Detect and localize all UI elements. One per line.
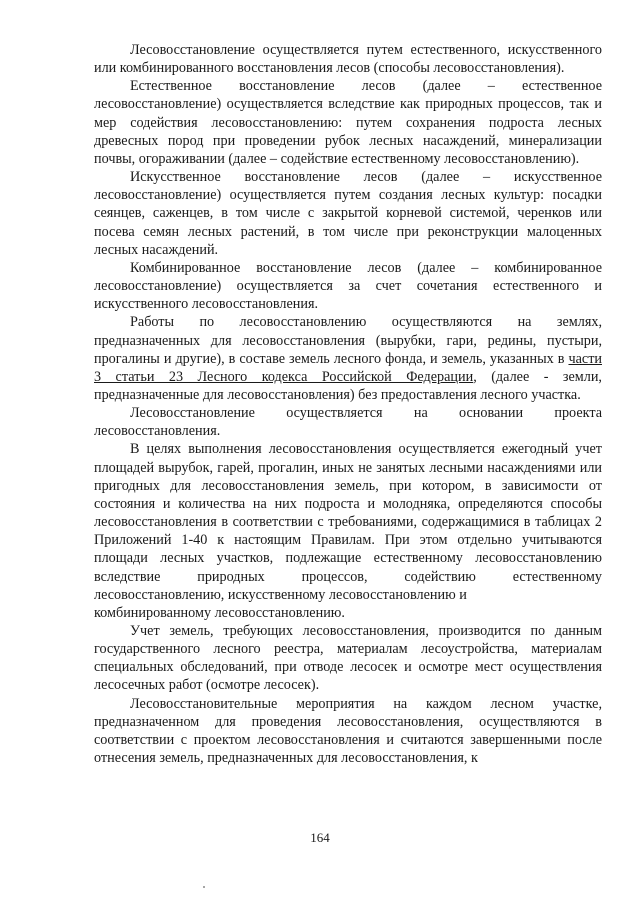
scan-speck [203, 886, 205, 888]
paragraph-combined-reforestation: Комбинированное восстановление лесов (далее – комбинированное лесовосстановление) осуществляется за счет сочетания естественного и искусственного лесовосстановления. [94, 259, 602, 313]
paragraph-reforestation-measures: Лесовосстановительные мероприятия на каждом лесном участке, предназначенном для проведения лесовосстановления, осуществляются в соответствии с проектом лесовосстановления и считаются завершенными после отнесения земель, предназначенных для лесовосстановления, к [94, 695, 602, 767]
document-body [94, 41, 602, 767]
paragraph-reforestation-project: Лесовосстановление осуществляется на основании проекта лесовосстановления. [94, 405, 602, 440]
paragraph-annual-accounting: В целях выполнения лесовосстановления осуществляется ежегодный учет площадей вырубок, гарей, прогалин, иных не занятых лесными насаждениями или пригодных для лесовосстановления земель, при котором, в зависимости от состояния и количества на них подроста и молодняка, определяются способы лесовосстановления в соответствии с требованиями, содержащимися в таблицах 2 Приложений 1-40 к настоящим Правилам. При этом отдельно учитываются площади лесных участков, подлежащие естественному лесовосстановлению вследствие природных процессов, содействию естественному лесовосстановлению, искусственному лесовосстановлению и [94, 441, 602, 603]
paragraph-natural-reforestation: Естественное восстановление лесов (далее – естественное лесовосстановление) осуществляется вследствие как природных процессов, так и мер содействия лесовосстановлению: путем сохранения подроста лесных древесных пород при проведении рубок лесных насаждений, минерализации почвы, огораживании (далее – содействие естественному лесовосстановлению). [94, 78, 602, 167]
paragraph-annual-accounting-continuation: комбинированному лесовосстановлению. [94, 604, 345, 621]
paragraph-land-accounting-sources: Учет земель, требующих лесовосстановления, производится по данным государственного лесного реестра, материалам лесоустройства, материалам специальных обследований, при отводе лесосек и осмотре мест осуществления лесосечных работ (осмотре лесосек). [94, 623, 602, 694]
paragraph-reforestation-lands-text: Работы по лесовосстановлению осуществляются на землях, предназначенных для лесовосстановления (вырубки, гари, редины, пустыри, прогалины и другие), в составе земель лесного фонда, и земель, указанных в [94, 314, 602, 367]
paragraph-artificial-reforestation: Искусственное восстановление лесов (далее – искусственное лесовосстановление) осуществляется путем создания лесных культур: посадки сеянцев, саженцев, в том числе с закрытой корневой системой, черенков или посева семян лесных растений, в том числе при реконструкции малоценных лесных насаждений. [94, 169, 602, 258]
paragraph-reforestation-methods: Лесовосстановление осуществляется путем естественного, искусственного или комбинированного восстановления лесов (способы лесовосстановления). [94, 42, 602, 77]
paragraph-reforestation-lands-tail: , (далее - земли, предназначенные для лесовосстановления) без предоставления лесного участка. [94, 368, 602, 403]
forest-code-link[interactable]: части 3 статьи 23 Лесного кодекса Российской Федерации [94, 350, 602, 385]
paragraph-reforestation-lands [94, 313, 602, 404]
page-number: 164 [310, 830, 330, 845]
